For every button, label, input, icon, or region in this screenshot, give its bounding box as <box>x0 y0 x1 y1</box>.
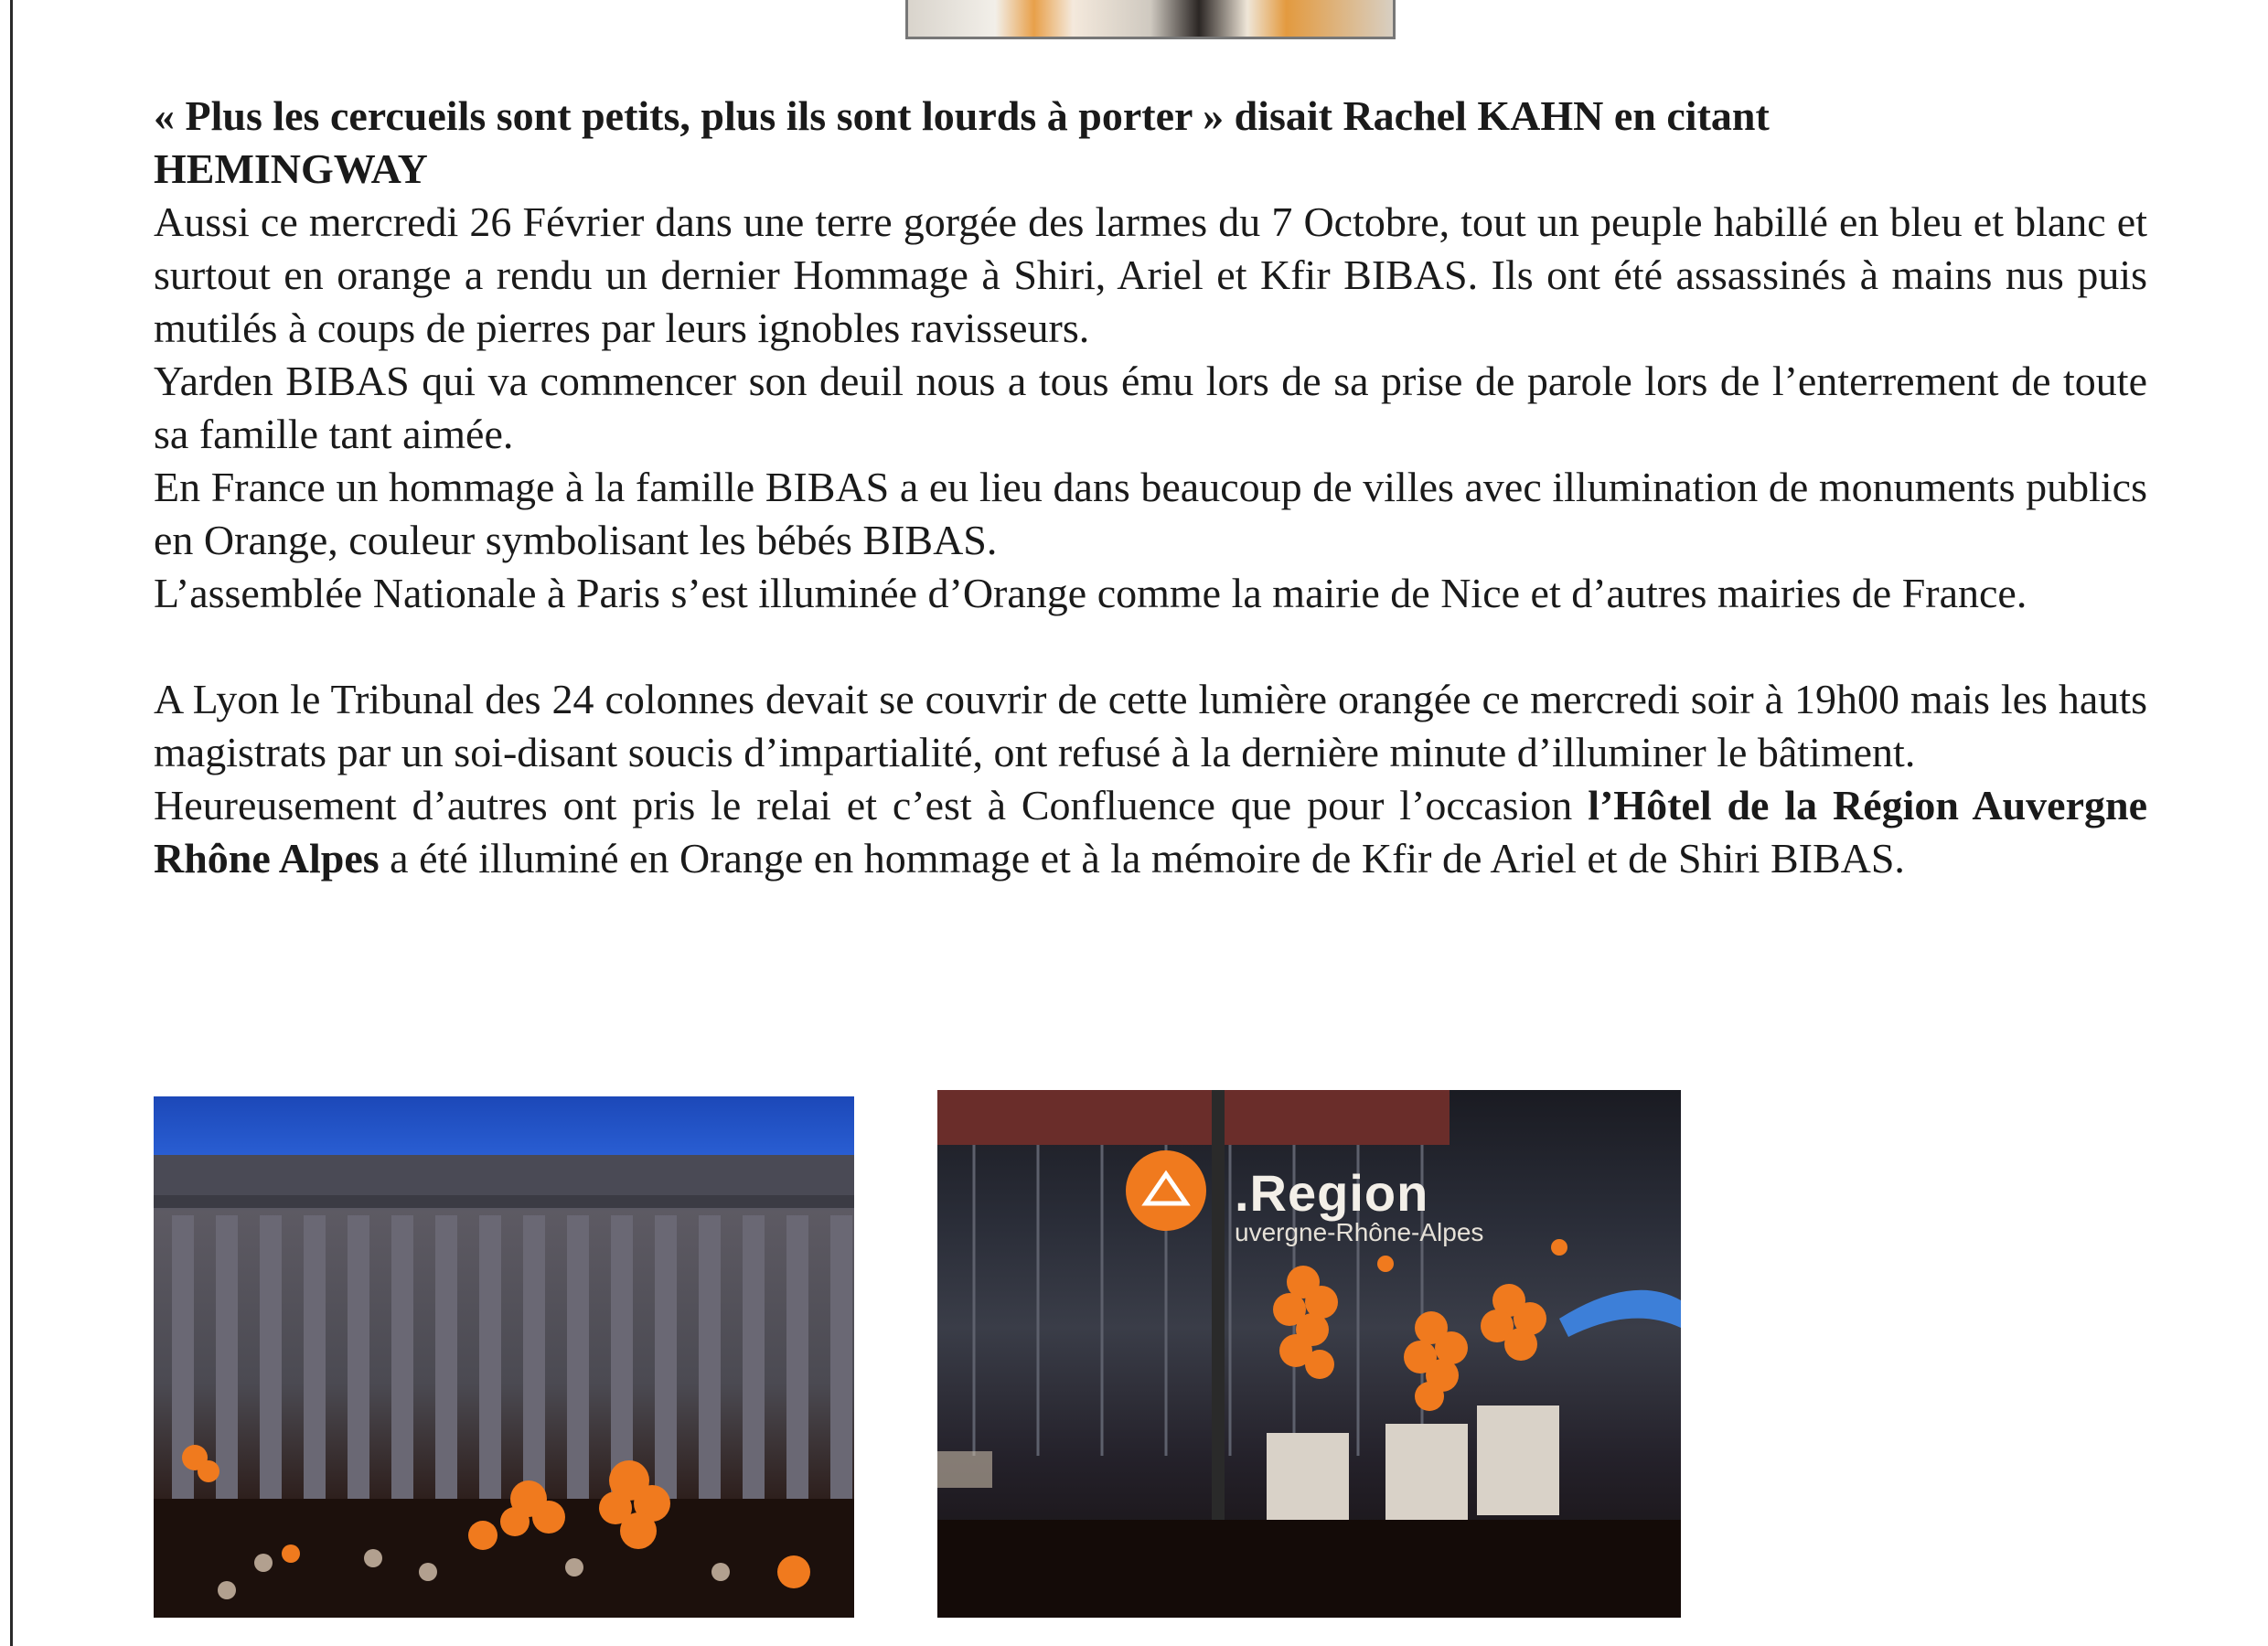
quote-tail: en citant <box>1603 92 1770 139</box>
paragraph-5: L’assemblée Nationale à Paris s’est illuminée d’Orange comme la mairie de Nice et d’autres mairies de France. <box>154 570 2027 616</box>
quote-text: « Plus les cercueils sont petits, plus ils sont lourds à porter » <box>154 92 1225 139</box>
paragraph-7-bold: l’Hôtel de la Région Auvergne Rhône Alpes <box>154 782 2147 882</box>
paragraph-7 <box>154 779 2147 885</box>
paragraph-quote <box>154 90 2147 196</box>
top-photo-cropped <box>905 0 1396 39</box>
paragraph-3: Yarden BIBAS qui va commencer son deuil nous a tous ému lors de sa prise de parole lors de l’enterrement de toute sa famille tant aimée. <box>154 358 2147 457</box>
spacer <box>154 620 2147 673</box>
region-sign-text: .Region <box>1235 1164 1429 1222</box>
page-border-line <box>10 0 13 1646</box>
region-sign-subtitle: uvergne-Rhône-Alpes <box>1235 1218 1484 1246</box>
paragraph-2: Aussi ce mercredi 26 Février dans une terre gorgée des larmes du 7 Octobre, tout un peuple habillé en bleu et blanc et surtout en orange a rendu un dernier Hommage à Shiri, Ariel et Kfir BIBAS. Ils ont été assassinés à mains nus puis mutilés à coups de pierres par leurs ignobles ravisseurs. <box>154 198 2147 351</box>
quote-hemingway: HEMINGWAY <box>154 145 428 192</box>
courthouse-illustration <box>154 1096 854 1618</box>
article-text <box>154 90 2147 885</box>
courthouse-photo <box>154 1096 854 1618</box>
quote-mid: disait Rachel <box>1224 92 1478 139</box>
paragraph-4: En France un hommage à la famille BIBAS a eu lieu dans beaucoup de villes avec illumination de monuments publics en Orange, couleur symbolisant les bébés BIBAS. <box>154 464 2147 563</box>
quote-kahn: KAHN <box>1477 92 1604 139</box>
paragraph-7-end: a été illuminé en Orange en hommage et à la mémoire de Kfir de Ariel et de Shiri BIBAS. <box>379 835 1905 882</box>
paragraph-6: A Lyon le Tribunal des 24 colonnes devait se couvrir de cette lumière orangée ce mercredi soir à 19h00 mais les hauts magistrats par un soi-disant soucis d’impartialité, ont refusé à la dernière minute d’illuminer le bâtiment. <box>154 676 2147 775</box>
paragraph-7-start: Heureusement d’autres ont pris le relai et c’est à Confluence que pour l’occasion <box>154 782 1589 828</box>
